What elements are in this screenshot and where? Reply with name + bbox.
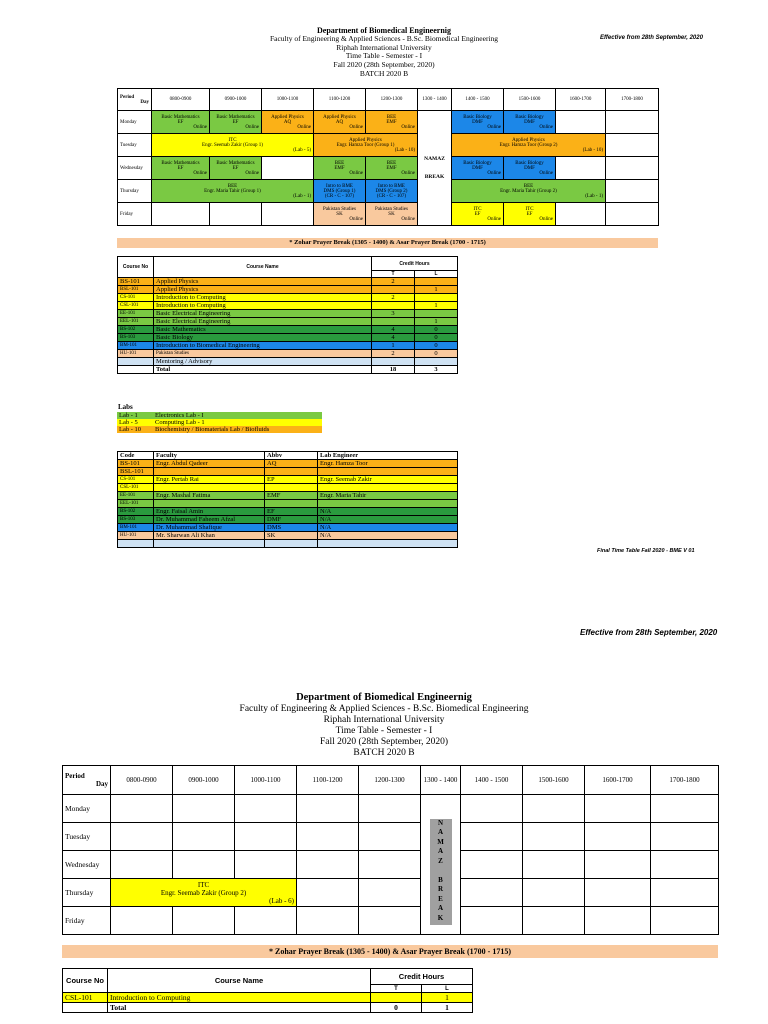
faculty-name: [154, 500, 265, 508]
break-letter: [430, 866, 452, 876]
theory-hours: 4: [372, 326, 415, 334]
course-no: [118, 366, 154, 374]
faculty-name: Dr. Muhammad Shafique: [154, 524, 265, 532]
empty-cell: [152, 203, 210, 226]
lab-hours: 0: [415, 350, 458, 358]
break-letter: E: [438, 894, 443, 903]
course-name: Introduction to Biomedical Engineering: [154, 342, 372, 350]
faculty-code: EEL-101: [118, 500, 154, 508]
labs-title: Labs: [118, 403, 133, 411]
faculty-row: [118, 476, 458, 484]
course-no: HU-101: [118, 350, 154, 358]
lab-hours: 0: [415, 342, 458, 350]
course-row: [118, 286, 458, 294]
course-row: [118, 318, 458, 326]
faculty-row: [118, 468, 458, 476]
lab-hours: [415, 310, 458, 318]
course-no: EE-101: [118, 310, 154, 318]
faculty-row: [118, 540, 458, 548]
empty-cell: [262, 157, 314, 180]
theory-hours: [372, 358, 415, 366]
course-no: [118, 358, 154, 366]
slot-header: 0900-1000: [173, 766, 235, 795]
day-label: Thursday: [63, 879, 111, 907]
batch-line: BATCH 2020 B: [353, 747, 415, 758]
term-line: Fall 2020 (28th September, 2020): [333, 60, 435, 70]
theory-hours: 2: [372, 350, 415, 358]
slot-header: 1200-1300: [366, 89, 418, 111]
course-row: [118, 326, 458, 334]
course-name-header: Course Name: [108, 969, 371, 993]
faculty-row: [118, 500, 458, 508]
faculty-code: CS-101: [118, 476, 154, 484]
faculty-abbv: AQ: [265, 460, 318, 468]
faculty-row: [118, 524, 458, 532]
class-cell: Intro to BME DMS (Group 2) (CR - C - 107): [366, 180, 418, 203]
course-row: [118, 366, 458, 374]
class-cell: ITC EF Online: [452, 203, 504, 226]
course-no-header: Course No: [63, 969, 108, 993]
course-name-header: Course Name: [154, 257, 372, 278]
course-row: [63, 1003, 473, 1013]
effective-date: Effective from 28th September, 2020: [600, 35, 703, 41]
theory-hours: 2: [372, 278, 415, 286]
day-label: Thursday: [118, 180, 152, 203]
empty-cell: [556, 111, 606, 134]
course-name: Basic Mathematics: [154, 326, 372, 334]
lab-hours: 1: [422, 993, 473, 1003]
course-name: Pakistan Studies: [154, 350, 372, 358]
theory-hours: 1: [372, 342, 415, 350]
faculty-name: Engr. Mashal Fatima: [154, 492, 265, 500]
faculty-abbv: DMS: [265, 524, 318, 532]
lab-code: Lab - 1: [119, 412, 138, 419]
slot-header: 0900-1000: [210, 89, 262, 111]
slot-header: 0800-0900: [152, 89, 210, 111]
empty-cell: [556, 157, 606, 180]
empty-cell: [262, 203, 314, 226]
faculty-code: BS-103: [118, 516, 154, 524]
faculty-code: BS-102: [118, 508, 154, 516]
faculty-name: Engr. Abdul Qadeer: [154, 460, 265, 468]
class-cell: Basic Mathematics EF Online: [152, 111, 210, 134]
course-row: [118, 358, 458, 366]
class-cell: Basic Biology DMF Online: [504, 157, 556, 180]
period-day-corner: Period Day: [118, 89, 152, 111]
break-letter: A: [437, 904, 444, 912]
faculty-abbv: EMF: [265, 492, 318, 500]
course-no: BS-102: [118, 326, 154, 334]
faculty-name: Dr. Muhammad Faheem Afzal: [154, 516, 265, 524]
slot-header: 1300 - 1400: [418, 89, 452, 111]
credit-hours-header: Credit Hours: [372, 257, 458, 271]
slot-header: 1500-1600: [504, 89, 556, 111]
university-line: Riphah International University: [336, 42, 432, 52]
theory-header: T: [372, 271, 415, 278]
lab-engineer: N/A: [318, 524, 458, 532]
course-name: Basic Electrical Engineering: [154, 318, 372, 326]
prayer-break-note: * Zohar Prayer Break (1305 - 1400) & Asar Prayer Break (1700 - 1715): [62, 945, 718, 958]
lab-engineer: Engr. Seemab Zakir: [318, 476, 458, 484]
faculty-line: Faculty of Engineering & Applied Sciences - B.Sc. Biomedical Engineering: [239, 704, 529, 715]
course-row: [118, 294, 458, 302]
course-no: CSL-101: [63, 993, 108, 1003]
break-letter: Z: [438, 856, 443, 865]
faculty-abbv: [265, 484, 318, 492]
course-no-header: Course No: [118, 257, 154, 278]
class-cell: Applied Physics AQ Online: [314, 111, 366, 134]
class-cell: BEE EMF Online: [366, 157, 418, 180]
lab-engineer-header: Lab Engineer: [318, 452, 458, 460]
course-name: Applied Physics: [154, 286, 372, 294]
class-cell: ITC Engr. Seemab Zakir (Group 1) (Lab - 5): [152, 134, 314, 157]
lab-engineer: [318, 540, 458, 548]
timetable-line: Time Table - Semester - I: [345, 51, 423, 61]
faculty-name: Engr. Pertab Rai: [154, 476, 265, 484]
faculty-abbv: EP: [265, 476, 318, 484]
lab-hours: 1: [415, 318, 458, 326]
course-row: [63, 993, 473, 1003]
lab-hours: 1: [415, 286, 458, 294]
course-table-page2: [62, 968, 473, 1013]
break-letter: A: [437, 847, 444, 855]
course-name: Introduction to Computing: [154, 302, 372, 310]
faculty-row: [118, 492, 458, 500]
class-cell: Basic Mathematics EF Online: [152, 157, 210, 180]
course-table: [117, 256, 458, 374]
slot-header: 0800-0900: [111, 766, 173, 795]
class-cell: Basic Biology DMF Online: [452, 111, 504, 134]
lab-row: [117, 419, 322, 426]
course-no: [63, 1003, 108, 1013]
faculty-header: Faculty: [154, 452, 265, 460]
class-cell: ITC Engr. Seemab Zakir (Group 2) (Lab - 6): [111, 879, 297, 907]
empty-cell: [606, 157, 659, 180]
lab-name: Computing Lab - 1: [155, 419, 205, 426]
faculty-code: HU-101: [118, 532, 154, 540]
lab-hours: 1: [422, 1003, 473, 1013]
dept-title: Department of Biomedical Engineernig: [296, 692, 472, 703]
faculty-code: EE-101: [118, 492, 154, 500]
namaz-break-column: [421, 795, 461, 935]
slot-header: 1000-1100: [235, 766, 297, 795]
course-name: Total: [154, 366, 372, 374]
faculty-abbv: DMF: [265, 516, 318, 524]
labs-table: [117, 412, 322, 433]
day-label: Tuesday: [63, 823, 111, 851]
lab-code: Lab - 10: [119, 426, 142, 433]
lab-name: Biochemistry / Biomaterials Lab / Biofluids: [155, 426, 270, 433]
class-cell: Pakistan Studies SK Online: [366, 203, 418, 226]
lab-header: L: [422, 985, 473, 993]
class-cell: ITC EF Online: [504, 203, 556, 226]
break-letter: N: [437, 818, 444, 827]
class-cell: Applied Physics Engr. Hamza Toor (Group 2) (Lab - 10): [452, 134, 606, 157]
faculty-code: BS-101: [118, 460, 154, 468]
faculty-row: [118, 508, 458, 516]
day-label: Friday: [63, 907, 111, 935]
lab-engineer: [318, 484, 458, 492]
university-line: Riphah International University: [323, 714, 445, 725]
batch-line: BATCH 2020 B: [359, 68, 409, 78]
faculty-name: [154, 540, 265, 548]
faculty-abbv: EF: [265, 508, 318, 516]
class-cell: Pakistan Studies SK Online: [314, 203, 366, 226]
faculty-line: Faculty of Engineering & Applied Sciences - B.Sc. Biomedical Engineering: [269, 34, 499, 44]
lab-engineer: N/A: [318, 508, 458, 516]
effective-date: Effective from 28th September, 2020: [580, 628, 718, 637]
day-label: Wednesday: [118, 157, 152, 180]
course-name: Basic Electrical Engineering: [154, 310, 372, 318]
empty-cell: [606, 111, 659, 134]
lab-engineer: Engr. Hamza Toor: [318, 460, 458, 468]
lab-hours: 0: [415, 326, 458, 334]
class-cell: BEE Engr. Maria Tahir (Group 2) (Lab - 1): [452, 180, 606, 203]
lab-hours: 0: [415, 334, 458, 342]
course-name: Introduction to Computing: [154, 294, 372, 302]
lab-engineer: N/A: [318, 516, 458, 524]
faculty-abbv: [265, 540, 318, 548]
class-cell: Basic Biology DMF Online: [504, 111, 556, 134]
slot-header: 1000-1100: [262, 89, 314, 111]
theory-hours: 2: [372, 294, 415, 302]
theory-hours: [371, 993, 422, 1003]
abbv-header: Abbv: [265, 452, 318, 460]
course-name: Introduction to Computing: [108, 993, 371, 1003]
prayer-break-note: * Zohar Prayer Break (1305 - 1400) & Asar Prayer Break (1700 - 1715): [117, 238, 658, 248]
lab-hours: 3: [415, 366, 458, 374]
theory-header: T: [371, 985, 422, 993]
slot-header: 1200-1300: [359, 766, 421, 795]
slot-header: 1400 - 1500: [461, 766, 523, 795]
day-label: Monday: [118, 111, 152, 134]
class-cell: Applied Physics AQ Online: [262, 111, 314, 134]
course-row: [118, 350, 458, 358]
slot-header: 1100-1200: [297, 766, 359, 795]
lab-code: Lab - 5: [119, 419, 138, 426]
day-label: Monday: [63, 795, 111, 823]
class-cell: Basic Biology DMF Online: [452, 157, 504, 180]
course-row: [118, 278, 458, 286]
course-no: BSL-101: [118, 286, 154, 294]
lab-hours: [415, 358, 458, 366]
class-cell: Basic Mathematics EF Online: [210, 111, 262, 134]
timetable-grid-page2: [62, 765, 719, 935]
lab-row: [117, 412, 322, 419]
class-cell: BEE EMF Online: [366, 111, 418, 134]
timetable-line: Time Table - Semester - I: [335, 725, 433, 736]
faculty-name: Mr. Sharwan Ali Khan: [154, 532, 265, 540]
theory-hours: [372, 318, 415, 326]
faculty-code: BSL-101: [118, 468, 154, 476]
lab-hours: [415, 294, 458, 302]
faculty-abbv: [265, 468, 318, 476]
term-line: Fall 2020 (28th September, 2020): [319, 736, 449, 747]
faculty-abbv: [265, 500, 318, 508]
course-row: [118, 310, 458, 318]
faculty-row: [118, 532, 458, 540]
faculty-name: [154, 484, 265, 492]
page1-header: [0, 26, 768, 78]
course-no: BS-103: [118, 334, 154, 342]
empty-cell: [606, 203, 659, 226]
faculty-abbv: SK: [265, 532, 318, 540]
faculty-code: BM-101: [118, 524, 154, 532]
empty-cell: [606, 134, 659, 157]
lab-engineer: N/A: [318, 532, 458, 540]
course-name: Basic Biology: [154, 334, 372, 342]
class-cell: Intro to BME DMS (Group 1) (CR - C - 107): [314, 180, 366, 203]
slot-header: 1100-1200: [314, 89, 366, 111]
theory-hours: 3: [372, 310, 415, 318]
slot-header: 1500-1600: [523, 766, 585, 795]
theory-hours: [372, 286, 415, 294]
faculty-code: [118, 540, 154, 548]
break-letter: A: [437, 828, 444, 836]
course-no: BM-101: [118, 342, 154, 350]
class-cell: Basic Mathematics EF Online: [210, 157, 262, 180]
course-no: EEL-101: [118, 318, 154, 326]
theory-hours: 4: [372, 334, 415, 342]
empty-cell: [210, 203, 262, 226]
final-version-note: Final Time Table Fall 2020 - BME V 01: [597, 548, 695, 554]
faculty-row: [118, 516, 458, 524]
lab-hours: [415, 278, 458, 286]
lab-row: [117, 426, 322, 433]
empty-cell: [606, 180, 659, 203]
class-cell: BEE Engr. Maria Tahir (Group 1) (Lab - 1): [152, 180, 314, 203]
course-row: [118, 342, 458, 350]
course-no: CSL-101: [118, 302, 154, 310]
break-letter: R: [437, 885, 444, 893]
timetable-grid: [117, 88, 659, 226]
day-label: Wednesday: [63, 851, 111, 879]
lab-engineer: Engr. Maria Tahir: [318, 492, 458, 500]
course-name: Mentoring / Advisory: [154, 358, 372, 366]
period-day-corner: Period Day: [63, 766, 111, 795]
slot-header: 1600-1700: [585, 766, 651, 795]
lab-engineer: [318, 500, 458, 508]
break-letter: K: [437, 913, 444, 922]
course-no: CS-101: [118, 294, 154, 302]
faculty-row: [118, 484, 458, 492]
class-cell: Applied Physics Engr. Hamza Toor (Group 1) (Lab - 10): [314, 134, 418, 157]
course-name: Total: [108, 1003, 371, 1013]
class-cell: BEE EMF Online: [314, 157, 366, 180]
dept-title: Department of Biomedical Engineernig: [317, 26, 451, 35]
faculty-table: [117, 451, 458, 548]
day-label: Friday: [118, 203, 152, 226]
course-row: [118, 302, 458, 310]
theory-hours: [372, 302, 415, 310]
faculty-row: [118, 460, 458, 468]
empty-cell: [556, 203, 606, 226]
lab-header: L: [415, 271, 458, 278]
code-header: Code: [118, 452, 154, 460]
faculty-code: CSL-101: [118, 484, 154, 492]
course-row: [118, 334, 458, 342]
slot-header: 1300 - 1400: [421, 766, 461, 795]
theory-hours: 18: [372, 366, 415, 374]
faculty-name: Engr. Faisal Amin: [154, 508, 265, 516]
course-no: BS-101: [118, 278, 154, 286]
lab-hours: 1: [415, 302, 458, 310]
credit-hours-header: Credit Hours: [371, 969, 473, 985]
break-letter: B: [438, 875, 443, 884]
slot-header: 1400 - 1500: [452, 89, 504, 111]
slot-header: 1700-1800: [651, 766, 719, 795]
theory-hours: 0: [371, 1003, 422, 1013]
namaz-break-column: NAMAZ BREAK: [418, 111, 452, 226]
break-letter: M: [437, 837, 444, 846]
course-name: Applied Physics: [154, 278, 372, 286]
page2-header: [0, 692, 768, 759]
day-label: Tuesday: [118, 134, 152, 157]
slot-header: 1600-1700: [556, 89, 606, 111]
faculty-name: [154, 468, 265, 476]
lab-engineer: [318, 468, 458, 476]
slot-header: 1700-1800: [606, 89, 659, 111]
lab-name: Electronics Lab - I: [155, 412, 204, 419]
